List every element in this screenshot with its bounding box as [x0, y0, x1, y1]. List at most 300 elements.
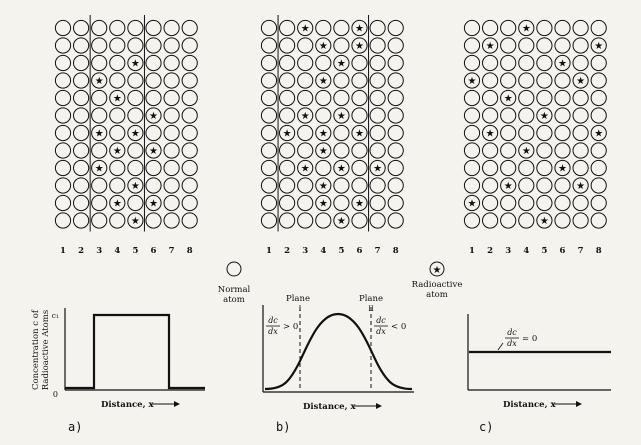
- normal-atom: [519, 108, 534, 123]
- star-icon: ★: [336, 163, 346, 175]
- normal-atom: [591, 143, 606, 158]
- column-label: 8: [186, 246, 193, 256]
- normal-atom: [164, 178, 179, 193]
- normal-atom: [464, 90, 479, 105]
- column-label: 3: [96, 246, 103, 256]
- star-icon: ★: [373, 163, 383, 175]
- normal-atom: [110, 108, 125, 123]
- grad-c-den: dx: [507, 339, 517, 348]
- normal-atom-icon: [227, 262, 241, 276]
- column-label: 4: [523, 246, 530, 256]
- column-label: 1: [469, 246, 475, 256]
- star-icon: ★: [300, 163, 310, 175]
- normal-atom: [501, 108, 516, 123]
- normal-atom: [146, 160, 161, 175]
- normal-atom: [92, 108, 107, 123]
- normal-atom: [388, 178, 403, 193]
- normal-atom: [55, 73, 70, 88]
- column-label: 8: [595, 246, 602, 256]
- column-label: 6: [559, 246, 566, 256]
- normal-atom: [352, 160, 367, 175]
- grad-c-num: dc: [507, 328, 517, 337]
- star-icon: ★: [130, 181, 140, 193]
- normal-atom: [370, 55, 385, 70]
- normal-atom: [182, 20, 197, 35]
- normal-atom: [501, 143, 516, 158]
- normal-atom: [146, 73, 161, 88]
- normal-atom: [128, 38, 143, 53]
- normal-atom: [128, 90, 143, 105]
- normal-atom: [261, 90, 276, 105]
- normal-atom: [92, 195, 107, 210]
- normal-atom: [388, 143, 403, 158]
- normal-atom: [573, 55, 588, 70]
- normal-atom: [352, 178, 367, 193]
- normal-atom: [110, 213, 125, 228]
- normal-atom: [146, 178, 161, 193]
- normal-atom: [316, 20, 331, 35]
- legend-normal-line2: atom: [223, 295, 245, 305]
- normal-atom: [280, 178, 295, 193]
- atom-grid-a: [55, 15, 197, 232]
- normal-atom: [483, 73, 498, 88]
- normal-atom: [537, 178, 552, 193]
- normal-atom: [55, 213, 70, 228]
- normal-atom: [261, 125, 276, 140]
- normal-atom: [370, 178, 385, 193]
- column-label: 2: [284, 246, 291, 256]
- legend-radioactive-line1: Radioactive: [411, 280, 463, 290]
- star-icon: ★: [94, 76, 104, 88]
- atom-grid-c: [464, 20, 606, 228]
- star-icon: ★: [94, 163, 104, 175]
- star-icon: ★: [558, 163, 567, 175]
- normal-atom: [164, 108, 179, 123]
- normal-atom: [182, 38, 197, 53]
- normal-atom: [182, 108, 197, 123]
- column-label: 4: [114, 246, 121, 256]
- normal-atom: [519, 125, 534, 140]
- normal-atom: [483, 20, 498, 35]
- normal-atom: [182, 213, 197, 228]
- normal-atom: [591, 213, 606, 228]
- normal-atom: [92, 143, 107, 158]
- star-icon: ★: [130, 58, 140, 70]
- normal-atom: [483, 195, 498, 210]
- normal-atom: [573, 38, 588, 53]
- normal-atom: [370, 73, 385, 88]
- normal-atom: [334, 38, 349, 53]
- star-icon: ★: [336, 58, 346, 70]
- graph-b: [263, 294, 414, 434]
- normal-atom: [519, 213, 534, 228]
- column-label: 2: [487, 246, 494, 256]
- normal-atom: [519, 73, 534, 88]
- normal-atom: [591, 108, 606, 123]
- normal-atom: [573, 160, 588, 175]
- normal-atom: [164, 73, 179, 88]
- normal-atom: [591, 73, 606, 88]
- normal-atom: [164, 55, 179, 70]
- normal-atom: [519, 90, 534, 105]
- normal-atom: [334, 73, 349, 88]
- normal-atom: [483, 55, 498, 70]
- normal-atom: [164, 20, 179, 35]
- normal-atom: [537, 125, 552, 140]
- normal-atom: [537, 90, 552, 105]
- star-icon: ★: [485, 128, 495, 140]
- normal-atom: [261, 160, 276, 175]
- normal-atom: [280, 160, 295, 175]
- normal-atom: [74, 125, 89, 140]
- normal-atom: [483, 90, 498, 105]
- normal-atom: [388, 108, 403, 123]
- normal-atom: [555, 143, 570, 158]
- normal-atom: [182, 90, 197, 105]
- normal-atom: [146, 213, 161, 228]
- normal-atom: [55, 195, 70, 210]
- grad-left-num: dc: [268, 316, 278, 325]
- normal-atom: [55, 125, 70, 140]
- column-label: 6: [150, 246, 157, 256]
- normal-atom: [110, 160, 125, 175]
- normal-atom: [261, 108, 276, 123]
- normal-atom: [555, 178, 570, 193]
- normal-atom: [146, 38, 161, 53]
- normal-atom: [298, 38, 313, 53]
- normal-atom: [261, 20, 276, 35]
- column-label: 7: [577, 246, 584, 256]
- graph-a-y-top-label: c₁: [51, 311, 59, 320]
- normal-atom: [501, 20, 516, 35]
- star-icon: ★: [576, 181, 586, 193]
- normal-atom: [92, 55, 107, 70]
- normal-atom: [352, 213, 367, 228]
- star-icon: ★: [282, 128, 292, 140]
- normal-atom: [74, 178, 89, 193]
- normal-atom: [464, 125, 479, 140]
- normal-atom: [537, 143, 552, 158]
- normal-atom: [74, 20, 89, 35]
- star-icon: ★: [336, 216, 346, 228]
- normal-atom: [280, 38, 295, 53]
- normal-atom: [261, 178, 276, 193]
- star-icon: ★: [355, 198, 364, 210]
- star-icon: ★: [318, 128, 328, 140]
- normal-atom: [537, 195, 552, 210]
- plane-right-marker: II: [368, 305, 374, 313]
- normal-atom: [164, 125, 179, 140]
- normal-atom: [573, 20, 588, 35]
- normal-atom: [316, 55, 331, 70]
- normal-atom: [555, 20, 570, 35]
- normal-atom: [573, 143, 588, 158]
- normal-atom: [92, 178, 107, 193]
- normal-atom: [537, 20, 552, 35]
- graph-b-xlabel: Distance, x: [303, 402, 356, 412]
- star-icon: ★: [130, 216, 140, 228]
- normal-atom: [74, 90, 89, 105]
- normal-atom: [74, 213, 89, 228]
- normal-atom: [555, 195, 570, 210]
- column-label: 4: [320, 246, 327, 256]
- normal-atom: [537, 160, 552, 175]
- star-icon: ★: [112, 146, 122, 158]
- normal-atom: [182, 73, 197, 88]
- normal-atom: [146, 125, 161, 140]
- normal-atom: [334, 20, 349, 35]
- star-icon: ★: [355, 128, 364, 140]
- star-icon: ★: [539, 111, 549, 123]
- column-label: 3: [302, 246, 309, 256]
- normal-atom: [110, 73, 125, 88]
- normal-atom: [464, 178, 479, 193]
- normal-atom: [280, 143, 295, 158]
- normal-atom: [128, 108, 143, 123]
- normal-atom: [334, 143, 349, 158]
- normal-atom: [573, 108, 588, 123]
- graph-c-leader: [498, 343, 503, 350]
- column-label: 5: [338, 246, 345, 256]
- normal-atom: [128, 20, 143, 35]
- normal-atom: [555, 90, 570, 105]
- star-icon: ★: [594, 128, 604, 140]
- normal-atom: [352, 108, 367, 123]
- star-icon: ★: [503, 93, 513, 105]
- normal-atom: [55, 108, 70, 123]
- graph-a: [31, 308, 205, 434]
- normal-atom: [182, 195, 197, 210]
- normal-atom: [128, 195, 143, 210]
- normal-atom: [182, 125, 197, 140]
- star-icon: ★: [432, 265, 442, 276]
- star-icon: ★: [521, 23, 531, 35]
- normal-atom: [573, 90, 588, 105]
- legend: [218, 262, 463, 305]
- normal-atom: [298, 213, 313, 228]
- normal-atom: [110, 20, 125, 35]
- normal-atom: [55, 178, 70, 193]
- normal-atom: [110, 55, 125, 70]
- atom-grid-b: [261, 15, 403, 232]
- graph-a-x-arrowhead: [174, 401, 180, 407]
- normal-atom: [261, 213, 276, 228]
- normal-atom: [110, 125, 125, 140]
- normal-atom: [573, 125, 588, 140]
- normal-atom: [164, 38, 179, 53]
- legend-normal-line1: Normal: [217, 285, 251, 295]
- normal-atom: [110, 38, 125, 53]
- normal-atom: [164, 160, 179, 175]
- plane-right-label: Plane: [358, 294, 384, 304]
- star-icon: ★: [576, 76, 586, 88]
- normal-atom: [92, 20, 107, 35]
- normal-atom: [352, 143, 367, 158]
- normal-atom: [261, 73, 276, 88]
- star-icon: ★: [355, 41, 364, 53]
- star-icon: ★: [558, 58, 567, 70]
- normal-atom: [164, 90, 179, 105]
- normal-atom: [74, 195, 89, 210]
- normal-atom: [591, 90, 606, 105]
- normal-atom: [370, 125, 385, 140]
- star-icon: ★: [318, 198, 328, 210]
- normal-atom: [370, 38, 385, 53]
- column-labels-b: [266, 246, 399, 256]
- normal-atom: [55, 55, 70, 70]
- normal-atom: [182, 143, 197, 158]
- normal-atom: [334, 178, 349, 193]
- star-icon: ★: [149, 111, 158, 123]
- normal-atom: [591, 20, 606, 35]
- normal-atom: [280, 90, 295, 105]
- normal-atom: [280, 20, 295, 35]
- graph-a-y-zero-label: 0: [52, 390, 58, 399]
- star-icon: ★: [94, 128, 104, 140]
- normal-atom: [501, 55, 516, 70]
- star-icon: ★: [467, 198, 477, 210]
- normal-atom: [591, 55, 606, 70]
- star-icon: ★: [318, 41, 328, 53]
- normal-atom: [483, 213, 498, 228]
- normal-atom: [298, 178, 313, 193]
- star-icon: ★: [318, 76, 328, 88]
- star-icon: ★: [300, 111, 310, 123]
- normal-atom: [280, 108, 295, 123]
- normal-atom: [388, 55, 403, 70]
- star-icon: ★: [336, 111, 346, 123]
- grad-left-den: dx: [268, 327, 278, 336]
- normal-atom: [370, 143, 385, 158]
- star-icon: ★: [355, 23, 364, 35]
- grad-right-den: dx: [376, 327, 386, 336]
- normal-atom: [555, 125, 570, 140]
- normal-atom: [501, 125, 516, 140]
- normal-atom: [501, 73, 516, 88]
- normal-atom: [464, 213, 479, 228]
- normal-atom: [501, 195, 516, 210]
- normal-atom: [316, 213, 331, 228]
- star-icon: ★: [149, 198, 158, 210]
- normal-atom: [370, 90, 385, 105]
- star-icon: ★: [467, 76, 477, 88]
- plane-left-label: Plane: [285, 294, 311, 304]
- grad-c-rel: = 0: [522, 334, 538, 344]
- normal-atom: [388, 213, 403, 228]
- normal-atom: [555, 213, 570, 228]
- normal-atom: [388, 73, 403, 88]
- normal-atom: [128, 73, 143, 88]
- star-icon: ★: [485, 41, 495, 53]
- column-label: 3: [505, 246, 512, 256]
- normal-atom: [483, 108, 498, 123]
- column-label: 1: [60, 246, 66, 256]
- normal-atom: [128, 160, 143, 175]
- grad-right-num: dc: [376, 316, 386, 325]
- normal-atom: [128, 143, 143, 158]
- normal-atom: [92, 38, 107, 53]
- graph-a-ylabel-line2: Radioactive Atoms: [41, 309, 51, 391]
- normal-atom: [591, 160, 606, 175]
- normal-atom: [483, 160, 498, 175]
- normal-atom: [573, 195, 588, 210]
- normal-atom: [55, 20, 70, 35]
- normal-atom: [55, 38, 70, 53]
- normal-atom: [501, 160, 516, 175]
- normal-atom: [261, 55, 276, 70]
- normal-atom: [591, 195, 606, 210]
- star-icon: ★: [112, 198, 122, 210]
- column-label: 7: [374, 246, 381, 256]
- normal-atom: [388, 160, 403, 175]
- normal-atom: [388, 20, 403, 35]
- normal-atom: [334, 195, 349, 210]
- normal-atom: [370, 195, 385, 210]
- normal-atom: [74, 143, 89, 158]
- normal-atom: [55, 160, 70, 175]
- normal-atom: [261, 195, 276, 210]
- normal-atom: [74, 38, 89, 53]
- normal-atom: [298, 125, 313, 140]
- star-icon: ★: [149, 146, 158, 158]
- column-label: 5: [541, 246, 548, 256]
- panel-a-caption: a): [68, 420, 83, 434]
- normal-atom: [388, 38, 403, 53]
- graph-c-xlabel: Distance, x: [503, 400, 556, 410]
- normal-atom: [370, 213, 385, 228]
- normal-atom: [146, 90, 161, 105]
- graph-a-xlabel: Distance, x: [101, 400, 154, 410]
- star-icon: ★: [539, 216, 549, 228]
- star-icon: ★: [594, 41, 604, 53]
- normal-atom: [464, 55, 479, 70]
- normal-atom: [334, 90, 349, 105]
- panel-c-caption: c): [479, 420, 494, 434]
- normal-atom: [74, 108, 89, 123]
- normal-atom: [519, 160, 534, 175]
- plane-left-marker: I: [298, 305, 302, 313]
- normal-atom: [464, 143, 479, 158]
- normal-atom: [352, 55, 367, 70]
- graph-c: [468, 314, 611, 434]
- normal-atom: [74, 73, 89, 88]
- normal-atom: [55, 90, 70, 105]
- normal-atom: [74, 55, 89, 70]
- normal-atom: [537, 38, 552, 53]
- normal-atom: [74, 160, 89, 175]
- normal-atom: [483, 178, 498, 193]
- normal-atom: [388, 125, 403, 140]
- star-icon: ★: [503, 181, 513, 193]
- star-icon: ★: [318, 181, 328, 193]
- star-icon: ★: [521, 146, 531, 158]
- star-icon: ★: [112, 93, 122, 105]
- grad-left-rel: > 0: [283, 322, 299, 332]
- normal-atom: [370, 108, 385, 123]
- grad-right-rel: < 0: [391, 322, 407, 332]
- normal-atom: [519, 38, 534, 53]
- normal-atom: [464, 38, 479, 53]
- normal-atom: [555, 108, 570, 123]
- normal-atom: [298, 195, 313, 210]
- graph-a-curve: [65, 315, 205, 388]
- normal-atom: [352, 90, 367, 105]
- normal-atom: [483, 143, 498, 158]
- star-icon: ★: [318, 146, 328, 158]
- normal-atom: [519, 195, 534, 210]
- normal-atom: [182, 55, 197, 70]
- normal-atom: [92, 213, 107, 228]
